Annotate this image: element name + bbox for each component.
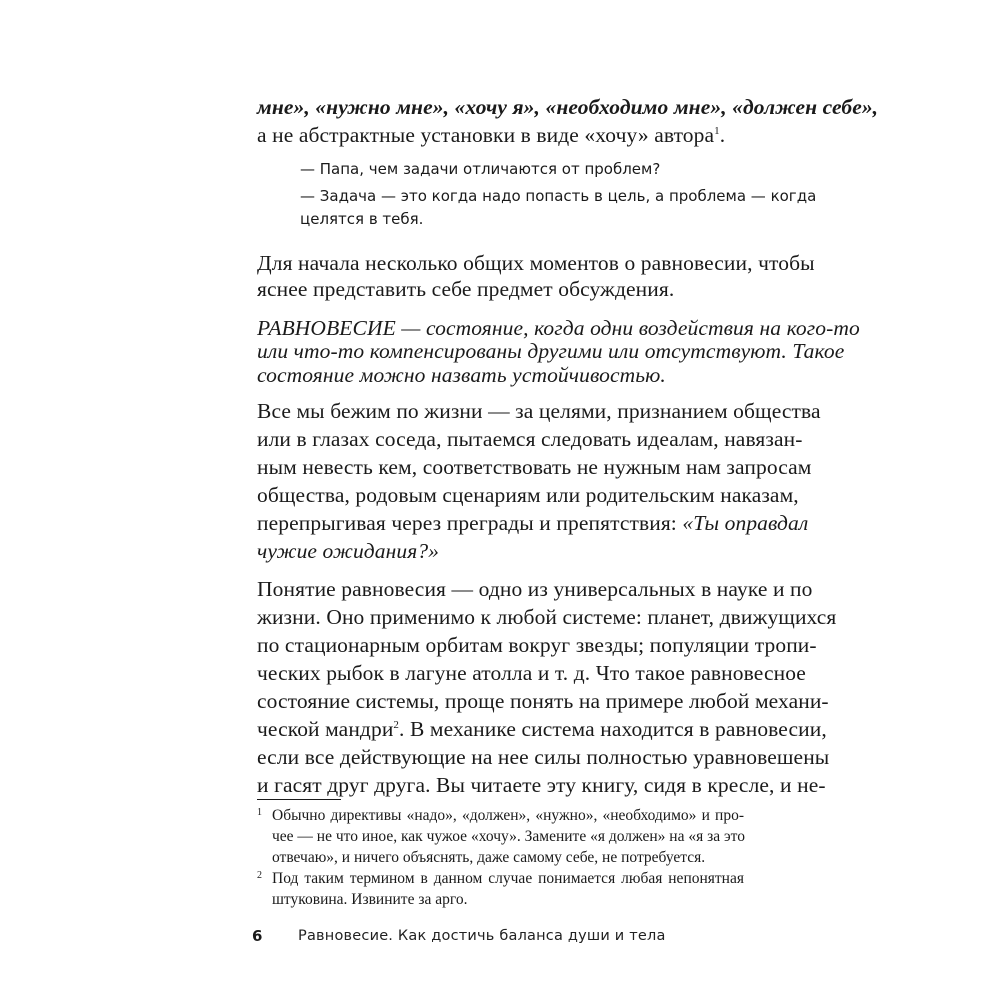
dialog-line: — Задача — это когда надо попасть в цель, а проблема — когда (300, 187, 817, 205)
text-line: по стационарным орбитам вокруг звезды; популяции тропи- (257, 633, 817, 657)
page-number: 6 (252, 927, 263, 945)
footnote-ref: 2 (393, 719, 400, 731)
text-line: или в глазах соседа, пытаемся следовать идеалам, навязан- (257, 427, 803, 451)
footnote-line: чее — не что иное, как чужое «хочу». Замените «я должен» на «я за это (272, 828, 745, 845)
definition-line: или что-то компенсированы другими или отсутствуют. Такое (257, 339, 845, 363)
text-line (257, 715, 827, 743)
text-line: ным невесть кем, соответствовать не нужным нам запросам (257, 455, 812, 479)
definition-line: РАВНОВЕСИЕ — состояние, когда одни воздействия на кого-то (257, 316, 860, 340)
text-line: мне», «нужно мне», «хочу я», «необходимо мне», «должен себе», (257, 95, 879, 119)
text-line: яснее представить себе предмет обсуждения. (257, 277, 675, 301)
text-line: состояние системы, проще понять на примере любой механи- (257, 689, 829, 713)
text-span-italic: «Ты оправдал (682, 511, 809, 535)
text-span: . (719, 123, 726, 147)
dialog-line: — Папа, чем задачи отличаются от проблем? (300, 160, 661, 178)
text-line: Все мы бежим по жизни — за целями, признанием общества (257, 399, 821, 423)
text-span: . В механике система находится в равновесии, (399, 717, 827, 741)
text-line (257, 121, 725, 149)
text-line: общества, родовым сценариям или родительским наказам, (257, 483, 799, 507)
text-span: ческой мандри (257, 717, 394, 741)
footnote-number: 1 (257, 807, 262, 818)
text-span: а не абстрактные установки в виде «хочу» автора (257, 123, 715, 147)
text-line: ческих рыбок в лагуне атолла и т. д. Что такое равновесное (257, 661, 806, 685)
footnote-line: Обычно директивы «надо», «должен», «нужно», «необходимо» и про- (272, 807, 744, 824)
running-title: Равновесие. Как достичь баланса души и тела (298, 928, 666, 944)
text-line: если все действующие на нее силы полностью уравновешены (257, 745, 830, 769)
footnote-number: 2 (257, 870, 262, 881)
dialog-line: целятся в тебя. (300, 210, 424, 228)
footnote-divider (257, 799, 341, 800)
footnote-ref: 1 (714, 125, 720, 137)
text-span: перепрыгивая через преграды и препятствия: (257, 511, 683, 535)
footnote-line: штуковина. Извините за арго. (272, 891, 468, 908)
footnote-line: Под таким термином в данном случае понимается любая непонятная (272, 870, 744, 887)
text-line: Понятие равновесия — одно из универсальных в науке и по (257, 577, 813, 601)
text-line: Для начала несколько общих моментов о равновесии, чтобы (257, 251, 815, 275)
text-line: жизни. Оно применимо к любой системе: планет, движущихся (257, 605, 837, 629)
definition-line: состояние можно назвать устойчивостью. (257, 363, 666, 387)
footnote-line: отвечаю», и ничего объяснять, даже самому себе, не потребуется. (272, 849, 706, 866)
text-line: чужие ожидания?» (257, 539, 440, 563)
text-line: и гасят друг друга. Вы читаете эту книгу, сидя в кресле, и не- (257, 773, 826, 797)
text-line (257, 509, 809, 537)
